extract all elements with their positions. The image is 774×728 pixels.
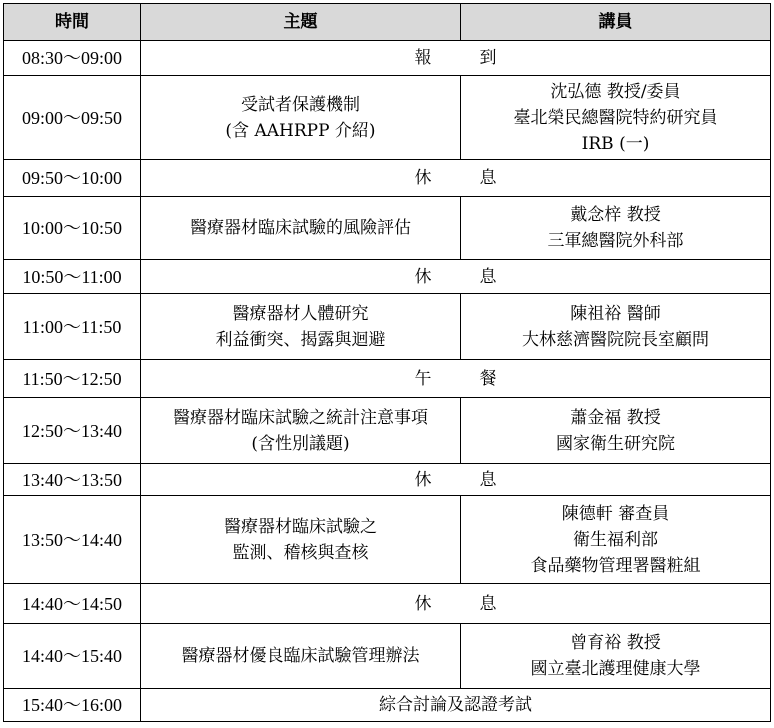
header-time: 時間: [4, 4, 141, 41]
topic-cell: [141, 76, 461, 160]
time-cell: 14:40～15:40: [4, 624, 141, 689]
table-row: [4, 260, 771, 294]
table-row: [4, 76, 771, 160]
time-cell: 10:00～10:50: [4, 197, 141, 260]
speaker-line: 大林慈濟醫院院長室顧問: [522, 329, 709, 350]
topic-line: 利益衝突、揭露與迴避: [215, 329, 386, 350]
time-cell: 08:30～09:00: [4, 41, 141, 76]
time-cell: 14:40～14:50: [4, 584, 141, 624]
table-row: [4, 41, 771, 76]
topic-cell: [141, 294, 461, 360]
header-speaker: 講員: [461, 4, 771, 41]
time-cell: 13:50～14:40: [4, 496, 141, 584]
speaker-line: 陳祖裕 醫師: [570, 303, 661, 324]
table-row: [4, 624, 771, 689]
topic-line: 醫療器材優良臨床試驗管理辦法: [181, 646, 420, 666]
break-label-b: 到: [479, 48, 497, 68]
table-row: [4, 294, 771, 360]
break-label-a: 休: [414, 266, 432, 287]
break-cell: [141, 464, 771, 496]
speaker-line: 沈弘德 教授/委員: [550, 81, 681, 102]
table-row: [4, 689, 771, 722]
speaker-line: 曾育裕 教授: [570, 633, 661, 653]
speaker-line: 戴念梓 教授: [570, 205, 661, 225]
topic-line: (含 AAHRPP 介紹): [225, 120, 376, 141]
speaker-line: IRB (一): [581, 133, 650, 154]
table-row: [4, 360, 771, 398]
header-row: [4, 4, 771, 41]
topic-cell: [141, 398, 461, 464]
time-cell: 10:50～11:00: [4, 260, 141, 294]
break-cell: [141, 584, 771, 624]
speaker-line: 衛生福利部: [573, 529, 658, 550]
speaker-line: 蕭金福 教授: [570, 407, 661, 428]
break-label-b: 息: [479, 593, 497, 614]
header-topic: 主題: [141, 4, 461, 41]
closing-cell: 綜合討論及認證考試: [141, 689, 771, 722]
agenda-table: [3, 3, 771, 722]
speaker-line: 國家衛生研究院: [556, 433, 675, 454]
break-label-a: 休: [414, 168, 432, 188]
topic-line: 醫療器材人體研究: [232, 303, 369, 324]
table-row: [4, 464, 771, 496]
speaker-cell: [461, 76, 771, 160]
topic-line: 監測、稽核與查核: [232, 542, 369, 563]
topic-line: (含性別議題): [251, 433, 350, 454]
break-label-b: 餐: [479, 368, 497, 389]
time-cell: 15:40～16:00: [4, 689, 141, 722]
topic-cell: [141, 197, 461, 260]
break-label-b: 息: [479, 168, 497, 188]
break-label-a: 報: [414, 48, 432, 68]
speaker-cell: [461, 496, 771, 584]
break-cell: [141, 41, 771, 76]
speaker-line: 食品藥物管理署醫粧組: [530, 555, 701, 576]
speaker-cell: [461, 197, 771, 260]
topic-line: 醫療器材臨床試驗之: [224, 516, 377, 537]
time-cell: 13:40～13:50: [4, 464, 141, 496]
time-cell: 11:00～11:50: [4, 294, 141, 360]
topic-cell: [141, 496, 461, 584]
topic-cell: [141, 624, 461, 689]
speaker-line: 國立臺北護理健康大學: [530, 659, 701, 679]
table-row: [4, 160, 771, 197]
time-cell: 09:50～10:00: [4, 160, 141, 197]
speaker-line: 陳德軒 審查員: [561, 503, 670, 524]
topic-line: 受試者保護機制: [241, 94, 360, 115]
break-label-a: 休: [414, 593, 432, 614]
break-cell: [141, 360, 771, 398]
table-row: [4, 496, 771, 584]
break-cell: [141, 260, 771, 294]
topic-line: 醫療器材臨床試驗的風險評估: [190, 218, 411, 238]
break-label-a: 午: [414, 368, 432, 389]
table-row: [4, 197, 771, 260]
speaker-line: 臺北榮民總醫院特約研究員: [513, 107, 718, 128]
speaker-line: 三軍總醫院外科部: [547, 231, 684, 251]
time-cell: 09:00～09:50: [4, 76, 141, 160]
time-cell: 12:50～13:40: [4, 398, 141, 464]
break-label-b: 息: [479, 266, 497, 287]
table-row: [4, 584, 771, 624]
speaker-cell: [461, 624, 771, 689]
break-cell: [141, 160, 771, 197]
break-label-b: 息: [479, 469, 497, 490]
table-row: [4, 398, 771, 464]
topic-line: 醫療器材臨床試驗之統計注意事項: [173, 407, 428, 428]
break-label-a: 休: [414, 469, 432, 490]
speaker-cell: [461, 294, 771, 360]
time-cell: 11:50～12:50: [4, 360, 141, 398]
speaker-cell: [461, 398, 771, 464]
